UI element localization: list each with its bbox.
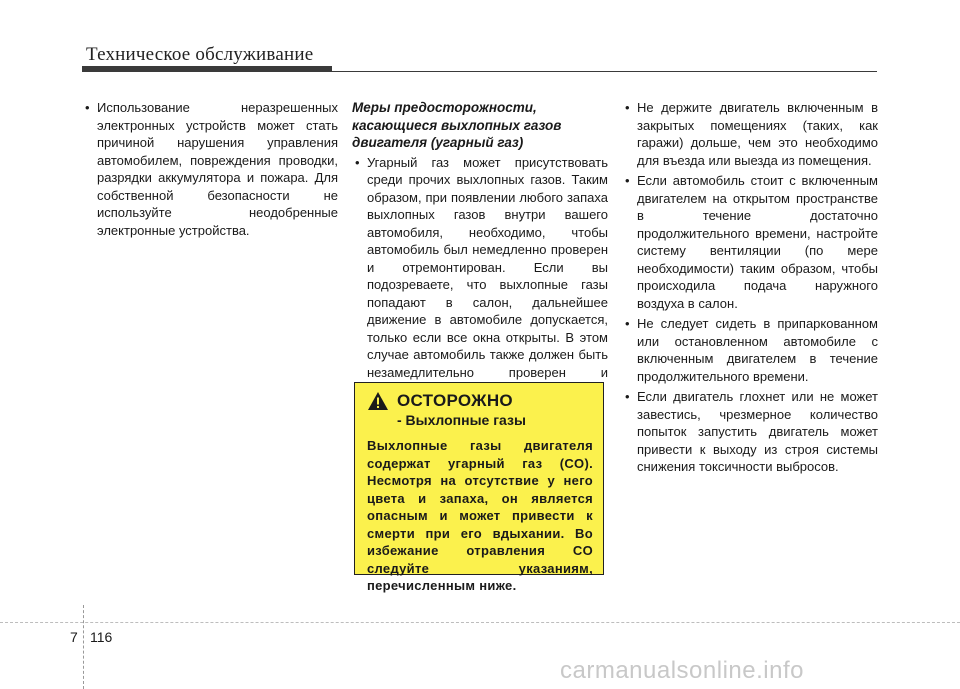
warning-triangle-icon [367,391,389,411]
warning-body: Выхлопные газы двигателя содержат угарный газ (CO). Несмотря на отсутствие у него цвета и запаха, он является опасным и может привести к смерти при его вдыхании. Во избежание отравления CO следуйте указаниям, перечисленным ниже. [367,438,593,593]
column-middle [352,99,608,402]
list-item: • Использование неразрешенных электронных устройств может стать причиной нарушения управления автомобилем, повреждения проводки, разрядки аккумулятора и пожара. Для собственной безопасности не используйте неодобренные электронные устройства. [82,99,338,239]
list-item: • Если двигатель глохнет или не может завестись, чрезмерное количество попыток запустить двигатель может привести к выходу из строя системы снижения токсичности выбросов. [622,388,878,476]
column-left [82,99,338,242]
list-item: • Не держите двигатель включенным в закрытых помещениях (таких, как гаражи) дольше, чем это необходимо для въезда или выезда из помещения. [622,99,878,169]
bullet-list [622,99,878,476]
header-rule-thick [82,66,332,72]
column-right [622,99,878,479]
caution-heading: Меры предосторожности, касающиеся выхлопных газов двигателя (угарный газ) [352,100,562,150]
list-item: • Если автомобиль стоит с включенным двигателем на открытом пространстве в течение достаточно продолжительного времени, настройте систему вентиляции (по мере необходимости) таким образом, чтобы происходила подача наружного воздуха в салон. [622,172,878,312]
warning-box [354,382,604,593]
watermark-text: carmanualsonline.info [560,657,804,684]
footer-guide-line [0,622,960,623]
list-item: • Угарный газ может присутствовать среди прочих выхлопных газов. Таким образом, при появлении любого запаха выхлопных газов внутри вашего автомобиля, необходимо, чтобы автомобиль был немедленно проверен и отремонтирован. Если вы подозреваете, что выхлопные газы попадают в салон, дальнейшее движение в автомобиле допускается, только если все окна открыты. В этом случае автомобиль также должен быть незамедлительно проверен и [352,154,608,399]
bullet-list [82,99,338,239]
footer-margin-line [83,605,84,689]
warning-title-row [367,391,593,411]
warning-title: ОСТОРОЖНО [397,391,513,410]
page-number: 116 [90,629,113,645]
warning-subtitle: - Выхлопные газы [397,412,526,428]
bullet-list [352,154,608,399]
chapter-number: 7 [70,629,78,645]
page-section-title: Техническое обслуживание [86,44,314,65]
header-rule-thin [332,71,877,72]
list-item: • Не следует сидеть в припаркованном или остановленном автомобиле с включенным двигателем в течение продолжительного времени. [622,315,878,385]
